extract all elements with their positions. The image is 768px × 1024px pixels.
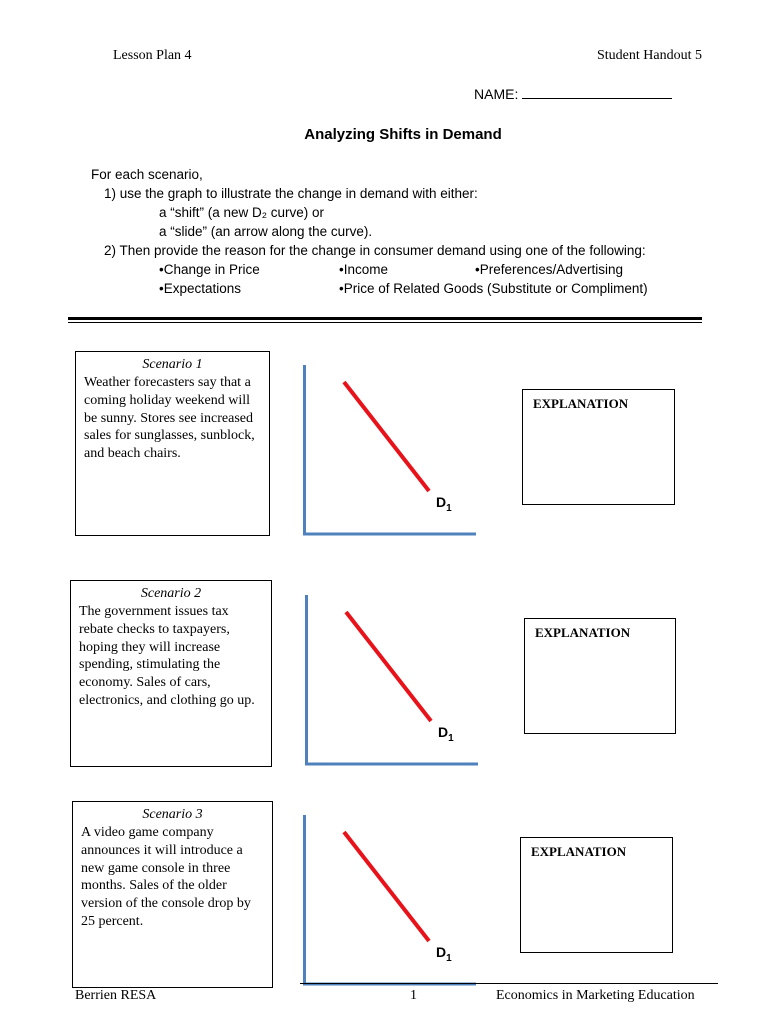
scenario-1-explanation-label: EXPLANATION [533, 396, 629, 411]
scenario-1-curve-label: $D_1$ [436, 494, 452, 514]
option-preferences-advertising: •Preferences/Advertising [475, 262, 624, 277]
section-divider-thin [68, 322, 702, 323]
instructions-step1: 1) use the graph to illustrate the change in demand with either: [104, 186, 478, 201]
name-label: NAME: [474, 86, 519, 102]
scenario-1-title: Scenario 1 [142, 357, 203, 372]
scenario-1-text: Weather forecasters say that a coming holiday weekend will be sunny. Stores see increased sales for sunglasses, sunblock, and beach chairs. [84, 375, 255, 462]
instructions-step1b: a “slide” (an arrow along the curve). [159, 224, 373, 239]
scenario-3-title: Scenario 3 [142, 807, 203, 822]
scenario-3-graph [296, 808, 486, 990]
scenario-2-box [70, 580, 272, 767]
scenario-3-box [72, 801, 273, 988]
footer-course: Economics in Marketing Education [496, 988, 695, 1003]
scenario-2-text: The government issues tax rebate checks to taxpayers, hoping they will increase spending, stimulating the economy. Sales of cars, electronics, and clothing go up. [79, 604, 255, 708]
name-blank-line [522, 85, 672, 99]
scenario-1-demand-curve [344, 382, 429, 491]
instructions-step2: 2) Then provide the reason for the change in consumer demand using one of the following: [104, 243, 646, 258]
scenario-2-graph [298, 588, 488, 770]
footer-organization: Berrien RESA [75, 988, 157, 1003]
page-title: Analyzing Shifts in Demand [304, 126, 502, 143]
scenario-2-demand-curve [346, 612, 431, 721]
scenario-2-explanation-box[interactable] [524, 618, 676, 734]
option-expectations: •Expectations [159, 281, 242, 296]
scenario-2-title: Scenario 2 [140, 586, 202, 601]
scenario-2-explanation-label: EXPLANATION [535, 625, 631, 640]
scenario-3-explanation-box[interactable] [520, 837, 673, 953]
scenario-1-box [75, 351, 270, 536]
option-price-related-goods: •Price of Related Goods (Substitute or Compliment) [339, 281, 648, 296]
instructions-intro: For each scenario, [91, 167, 203, 182]
option-income: •Income [339, 262, 388, 277]
scenario-3-demand-curve [344, 832, 429, 941]
footer-page-number: 1 [410, 988, 417, 1003]
option-change-in-price: •Change in Price [159, 262, 260, 277]
scenario-2-curve-label: $D_1$ [438, 724, 454, 744]
scenario-3-explanation-label: EXPLANATION [531, 844, 627, 859]
footer-rule [300, 983, 718, 984]
scenario-3-text: A video game company announces it will introduce a new game console in three months. Sales of the older version of the console drop by 25 percent. [81, 825, 251, 929]
instructions-step1a: a “shift” (a new D₂ curve) or [159, 205, 325, 220]
header-lesson-plan: Lesson Plan 4 [113, 48, 192, 63]
header-student-handout: Student Handout 5 [597, 48, 702, 63]
scenario-1-explanation-box[interactable] [522, 389, 675, 505]
scenario-1-graph [296, 358, 486, 540]
name-field [474, 85, 672, 102]
scenario-3-curve-label: $D_1$ [436, 944, 452, 964]
section-divider-thick [68, 317, 702, 320]
